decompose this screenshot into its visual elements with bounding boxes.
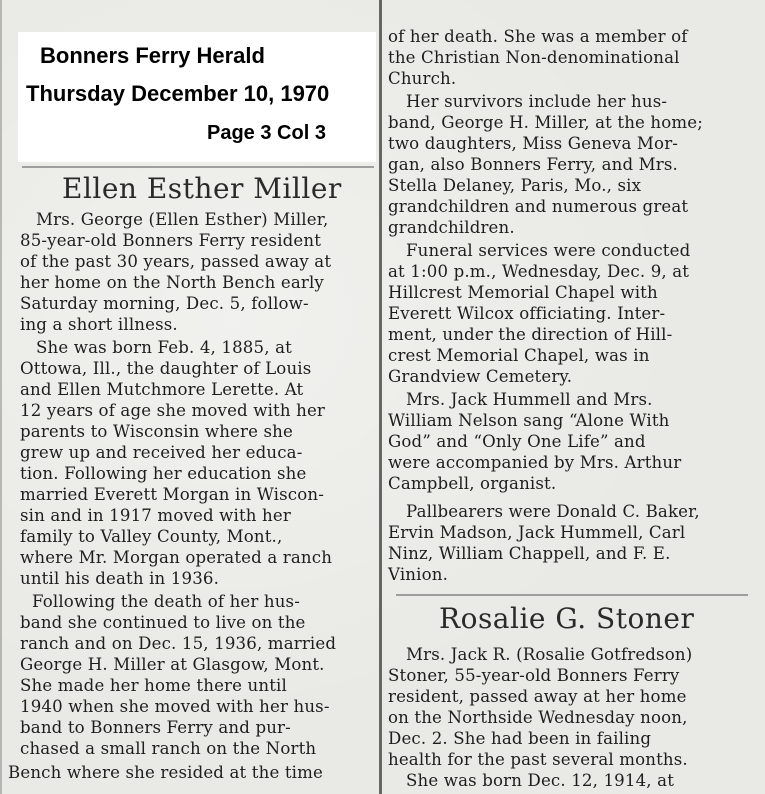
text-line: gan, also Bonners Ferry, and Mrs. <box>388 155 678 174</box>
text-line: Stella Delaney, Paris, Mo., six <box>388 176 642 195</box>
text-line: Campbell, organist. <box>388 474 557 493</box>
text-line: Stoner, 55-year-old Bonners Ferry <box>388 666 680 685</box>
text-line: Ervin Madson, Jack Hummell, Carl <box>388 523 686 542</box>
text-line: at 1:00 p.m., Wednesday, Dec. 9, at <box>388 262 690 281</box>
text-line: of the past 30 years, passed away at <box>20 252 332 271</box>
text-line: She was born Dec. 12, 1914, at <box>406 771 675 790</box>
text-line: Vinion. <box>388 565 448 584</box>
text-line: Following the death of her hus- <box>32 592 300 611</box>
text-line: Ninz, William Chappell, and F. E. <box>388 544 671 563</box>
text-line: health for the past several months. <box>388 750 688 769</box>
text-line: grandchildren and numerous great <box>388 197 689 216</box>
text-line: Grandview Cemetery. <box>388 367 573 386</box>
text-line: where Mr. Morgan operated a ranch <box>20 548 333 567</box>
text-line: Bench where she resided at the time <box>8 763 323 782</box>
text-line: until his death in 1936. <box>20 569 220 588</box>
text-line: Pallbearers were Donald C. Baker, <box>406 502 700 521</box>
text-line: 85-year-old Bonners Ferry resident <box>20 231 322 250</box>
source-label <box>18 32 376 162</box>
text-line: Saturday morning, Dec. 5, follow- <box>20 294 309 313</box>
text-line: sin and in 1917 moved with her <box>20 506 291 525</box>
clipping-edge <box>0 0 2 794</box>
text-line: God” and “Only One Life” and <box>388 432 646 451</box>
text-line: Mrs. George (Ellen Esther) Miller, <box>36 210 329 229</box>
text-line: her home on the North Bench early <box>20 273 324 292</box>
text-line: band to Bonners Ferry and pur- <box>20 718 291 737</box>
text-line: ment, under the direction of Hill- <box>388 325 673 344</box>
text-line: crest Memorial Chapel, was in <box>388 346 650 365</box>
text-line: Dec. 2. She had been in failing <box>388 729 652 748</box>
text-line: of her death. She was a member of <box>388 27 688 46</box>
text-line: Mrs. Jack Hummell and Mrs. <box>406 390 653 409</box>
headline-rule <box>22 166 374 168</box>
obituary-headline-stoner: Rosalie G. Stoner <box>439 602 695 635</box>
source-date: Thursday December 10, 1970 <box>26 81 330 106</box>
text-line: ranch and on Dec. 15, 1936, married <box>20 634 337 653</box>
text-line: grew up and received her educa- <box>20 443 303 462</box>
text-line: Church. <box>388 69 457 88</box>
text-line: Her survivors include her hus- <box>406 92 668 111</box>
text-line: George H. Miller at Glasgow, Mont. <box>20 655 325 674</box>
text-line: William Nelson sang “Alone With <box>388 411 670 430</box>
obituary-headline-miller: Ellen Esther Miller <box>62 172 342 205</box>
text-line: She made her home there until <box>20 676 287 695</box>
text-line: resident, passed away at her home <box>388 687 687 706</box>
text-line: Funeral services were conducted <box>406 241 691 260</box>
text-line: Hillcrest Memorial Chapel with <box>388 283 658 302</box>
text-line: and Ellen Mutchmore Lerette. At <box>20 380 304 399</box>
text-line: She was born Feb. 4, 1885, at <box>36 338 292 357</box>
text-line: band, George H. Miller, at the home; <box>388 113 704 132</box>
text-line: 1940 when she moved with her hus- <box>20 697 330 716</box>
text-line: the Christian Non-denominational <box>388 48 680 67</box>
text-line: Mrs. Jack R. (Rosalie Gotfredson) <box>406 645 693 664</box>
text-line: on the Northside Wednesday noon, <box>388 708 688 727</box>
text-line: 12 years of age she moved with her <box>20 401 326 420</box>
headline-rule <box>396 594 748 596</box>
text-line: were accompanied by Mrs. Arthur <box>388 453 682 472</box>
text-line: ing a short illness. <box>20 315 178 334</box>
text-line: band she continued to live on the <box>20 613 306 632</box>
text-line: two daughters, Miss Geneva Mor- <box>388 134 679 153</box>
text-line: tion. Following her education she <box>20 464 307 483</box>
column-rule <box>379 0 382 794</box>
source-page: Page 3 Col 3 <box>207 122 326 144</box>
source-publication: Bonners Ferry Herald <box>40 43 265 68</box>
text-line: Everett Wilcox officiating. Inter- <box>388 304 666 323</box>
text-line: chased a small ranch on the North <box>20 739 317 758</box>
text-line: grandchildren. <box>388 218 515 237</box>
text-line: family to Valley County, Mont., <box>20 527 283 546</box>
text-line: married Everett Morgan in Wiscon- <box>20 485 324 504</box>
text-line: Ottowa, Ill., the daughter of Louis <box>20 359 312 378</box>
text-line: parents to Wisconsin where she <box>20 422 293 441</box>
